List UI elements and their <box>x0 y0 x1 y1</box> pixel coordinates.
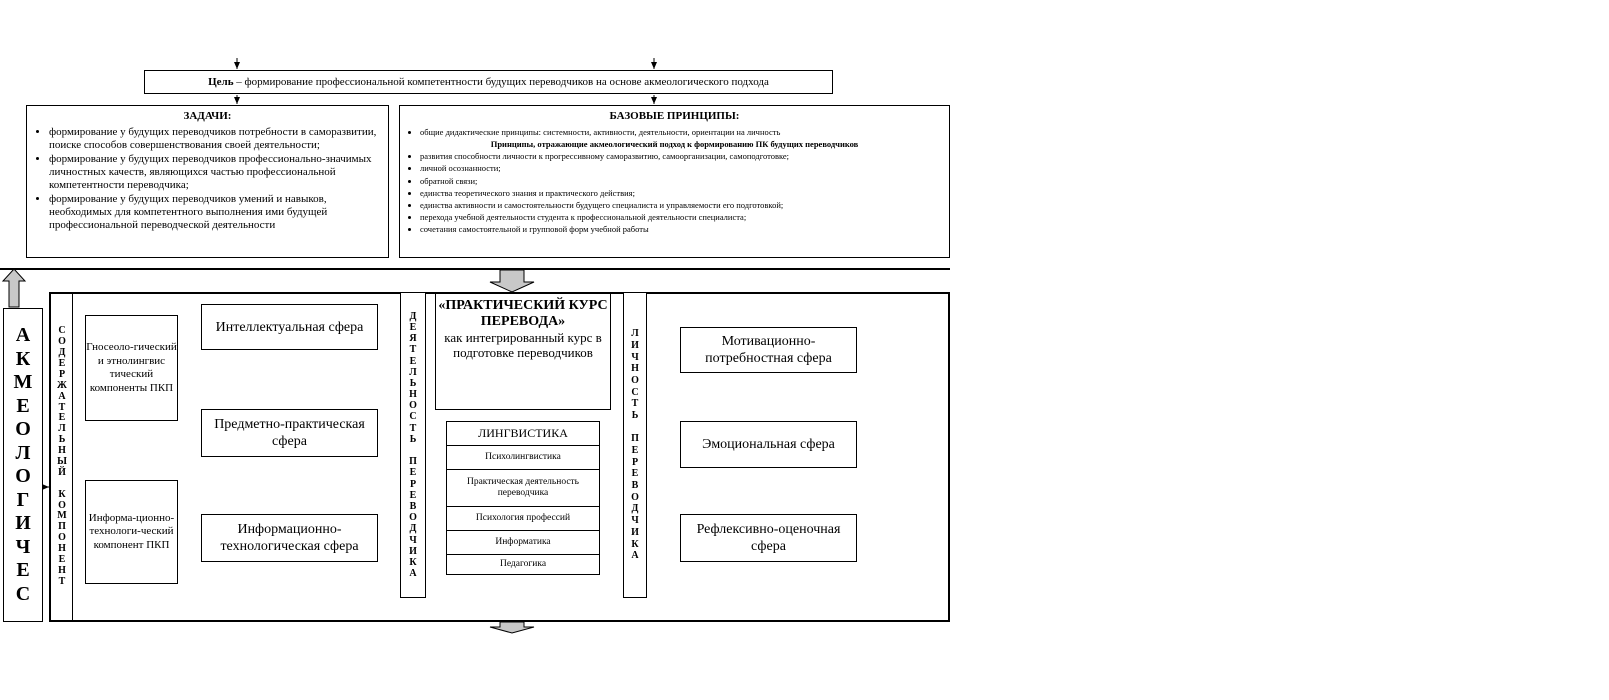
vertical-letter: Р <box>58 368 66 380</box>
vertical-letter: Е <box>409 321 417 333</box>
vertical-letter: Р <box>409 478 417 490</box>
reflexive-sphere: Рефлексивно-оценочная сфера <box>680 514 857 562</box>
intellectual-sphere: Интеллектуальная сфера <box>201 304 378 350</box>
vertical-letter: О <box>15 465 31 487</box>
vertical-letter <box>634 422 637 434</box>
discipline-item: Педагогика <box>499 559 547 569</box>
vertical-letter: П <box>409 456 417 468</box>
vertical-letter: Е <box>16 394 30 417</box>
vertical-letter: П <box>58 521 66 533</box>
vertical-letter: М <box>13 371 33 393</box>
vertical-letter: О <box>409 400 417 412</box>
vertical-letter: Я <box>409 333 417 345</box>
gnoseological-component: Гносеоло-гический и этнолингвис тический компоненты ПКП <box>85 315 178 421</box>
vertical-letter: А <box>58 390 66 402</box>
vertical-letter: И <box>631 526 639 538</box>
vertical-letter: К <box>58 488 66 500</box>
vertical-letter: Е <box>631 445 639 456</box>
vertical-letter: В <box>409 500 417 512</box>
principles-title: БАЗОВЫЕ ПРИНЦИПЫ: <box>609 110 740 122</box>
vertical-letter: Ы <box>57 456 67 467</box>
vertical-letter: Ь <box>631 409 639 421</box>
vertical-letter: О <box>409 512 417 524</box>
vertical-letter: К <box>409 556 417 568</box>
vertical-letter: Е <box>631 468 639 480</box>
info-tech-sphere: Информационно-технологическая сфера <box>201 514 378 562</box>
principle-item: • единства теоретического знания и практического действия; <box>420 187 941 199</box>
task-item: • формирование у будущих переводчиков профессионально-значимых личностных качеств, являющихся частью профессиональной компетентности переводчика; <box>49 153 382 192</box>
vertical-letter: Ь <box>58 434 66 446</box>
vertical-letter: О <box>58 499 66 511</box>
principles-general-list <box>408 126 941 138</box>
goal-box <box>144 70 833 94</box>
vertical-letter: А <box>409 568 417 580</box>
vertical-letter: О <box>631 374 639 386</box>
info-tech-component: Информа-ционно-технологи-ческий компонент ПКП <box>85 480 178 584</box>
principle-item: • перехода учебной деятельности студента к профессиональной деятельности специалиста; <box>420 211 941 223</box>
content-component-label <box>52 294 73 620</box>
vertical-letter: Н <box>409 389 417 401</box>
vertical-letter: Н <box>58 543 66 555</box>
vertical-letter: С <box>631 386 639 398</box>
vertical-letter: О <box>15 418 31 440</box>
vertical-letter: Н <box>58 564 66 576</box>
principle-item: • развития способности личности к прогрессивному саморазвитию, самоорганизации, самоподготовке; <box>420 150 941 162</box>
vertical-letter: И <box>409 545 417 557</box>
tasks-box <box>26 105 389 258</box>
vertical-letter: Л <box>58 423 66 435</box>
principle-item: • личной осознанности; <box>420 162 941 174</box>
disciplines-box <box>446 421 600 575</box>
subject-practical-sphere: Предметно-практическая сфера <box>201 409 378 457</box>
vertical-letter: Л <box>631 328 639 340</box>
vertical-letter: Й <box>58 466 66 478</box>
vertical-letter <box>412 445 415 456</box>
vertical-letter: К <box>15 347 31 370</box>
practical-course-box <box>435 293 611 410</box>
vertical-letter: С <box>58 325 66 337</box>
vertical-letter: А <box>631 550 639 562</box>
vertical-letter: Н <box>631 363 639 375</box>
task-item: • формирование у будущих переводчиков потребности в саморазвитии, поиске способов совершенствования своей деятельности; <box>49 126 382 152</box>
vertical-letter: К <box>631 538 639 550</box>
discipline-item: Психология профессий <box>447 507 599 531</box>
vertical-letter: С <box>15 582 31 605</box>
vertical-letter: Л <box>409 366 417 378</box>
vertical-letter: Е <box>58 357 66 369</box>
vertical-letter: Ч <box>409 534 417 546</box>
vertical-letter: Л <box>15 441 31 464</box>
vertical-letter: Е <box>58 554 66 566</box>
vertical-letter: О <box>58 336 66 348</box>
vertical-letter: Е <box>58 412 66 424</box>
emotional-sphere: Эмоциональная сфера <box>680 421 857 468</box>
vertical-letter: Е <box>16 559 30 581</box>
vertical-letter: М <box>57 510 67 522</box>
vertical-letter: Е <box>409 355 417 367</box>
vertical-letter: Г <box>16 488 30 511</box>
vertical-letter: Ч <box>631 351 639 363</box>
vertical-letter: Е <box>409 467 417 479</box>
discipline-head: ЛИНГВИСТИКА <box>447 422 599 446</box>
vertical-letter: И <box>631 339 639 351</box>
discipline-item: Психолингвистика <box>447 446 599 470</box>
vertical-letter: А <box>15 324 31 346</box>
vertical-letter: О <box>58 532 66 544</box>
tasks-list <box>33 126 382 232</box>
vertical-letter: Р <box>631 456 639 468</box>
discipline-item: Практическая деятельность переводчика <box>447 470 599 507</box>
vertical-letter: И <box>15 512 31 534</box>
principle-item: • сочетания самостоятельной и групповой форм учебной работы <box>420 223 941 235</box>
principles-list <box>408 150 941 235</box>
vertical-letter: О <box>631 491 639 503</box>
motivational-sphere: Мотивационно-потребностная сфера <box>680 327 857 373</box>
tasks-title: ЗАДАЧИ: <box>183 110 232 122</box>
vertical-letter: Е <box>409 489 417 501</box>
vertical-letter: Д <box>631 503 639 515</box>
vertical-letter: Т <box>631 398 639 410</box>
vertical-letter: В <box>631 480 639 492</box>
goal-label: Цель <box>208 76 234 88</box>
vertical-letter: Т <box>409 422 417 434</box>
principles-subtitle: Принципы, отражающие акмеологический подход к формированию ПК будущих переводчиков <box>490 139 859 150</box>
akmeological-label <box>3 308 43 622</box>
vertical-letter: Д <box>409 310 417 322</box>
vertical-letter: Ь <box>409 433 417 445</box>
vertical-letter: Т <box>409 344 417 356</box>
vertical-letter: Т <box>58 401 66 413</box>
task-item: • формирование у будущих переводчиков умений и навыков, необходимых для компетентного выполнения ими будущей профессиональной переводческой деятельности <box>49 193 382 232</box>
vertical-letter: Д <box>409 523 417 535</box>
vertical-letter: С <box>409 411 417 423</box>
vertical-letter: Н <box>58 445 66 457</box>
course-title: «ПРАКТИЧЕСКИЙ КУРС ПЕРЕВОДА» <box>438 298 608 329</box>
vertical-letter: Ч <box>631 515 639 527</box>
principle-item: • единства активности и самостоятельности будущего специалиста и управляемости его подготовкой; <box>420 199 941 211</box>
translator-personality-label <box>623 292 647 598</box>
translator-activity-label <box>400 292 426 598</box>
vertical-letter: Ж <box>57 379 67 391</box>
principle-general: • общие дидактические принципы: системности, активности, деятельности, ориентации на личность <box>420 126 941 138</box>
principles-box <box>399 105 950 258</box>
course-subtitle: как интегрированный курс в подготовке переводчиков <box>444 330 602 360</box>
vertical-letter: П <box>631 433 639 445</box>
vertical-letter: Ь <box>409 377 417 389</box>
goal-text: – формирование профессиональной компетентности будущих переводчиков на основе акмеологического подхода <box>233 76 769 88</box>
principle-item: • обратной связи; <box>420 175 941 187</box>
discipline-item: Информатика <box>447 531 599 555</box>
vertical-letter: Ч <box>15 535 31 558</box>
vertical-letter: Д <box>58 347 66 359</box>
vertical-letter: Т <box>58 575 66 587</box>
